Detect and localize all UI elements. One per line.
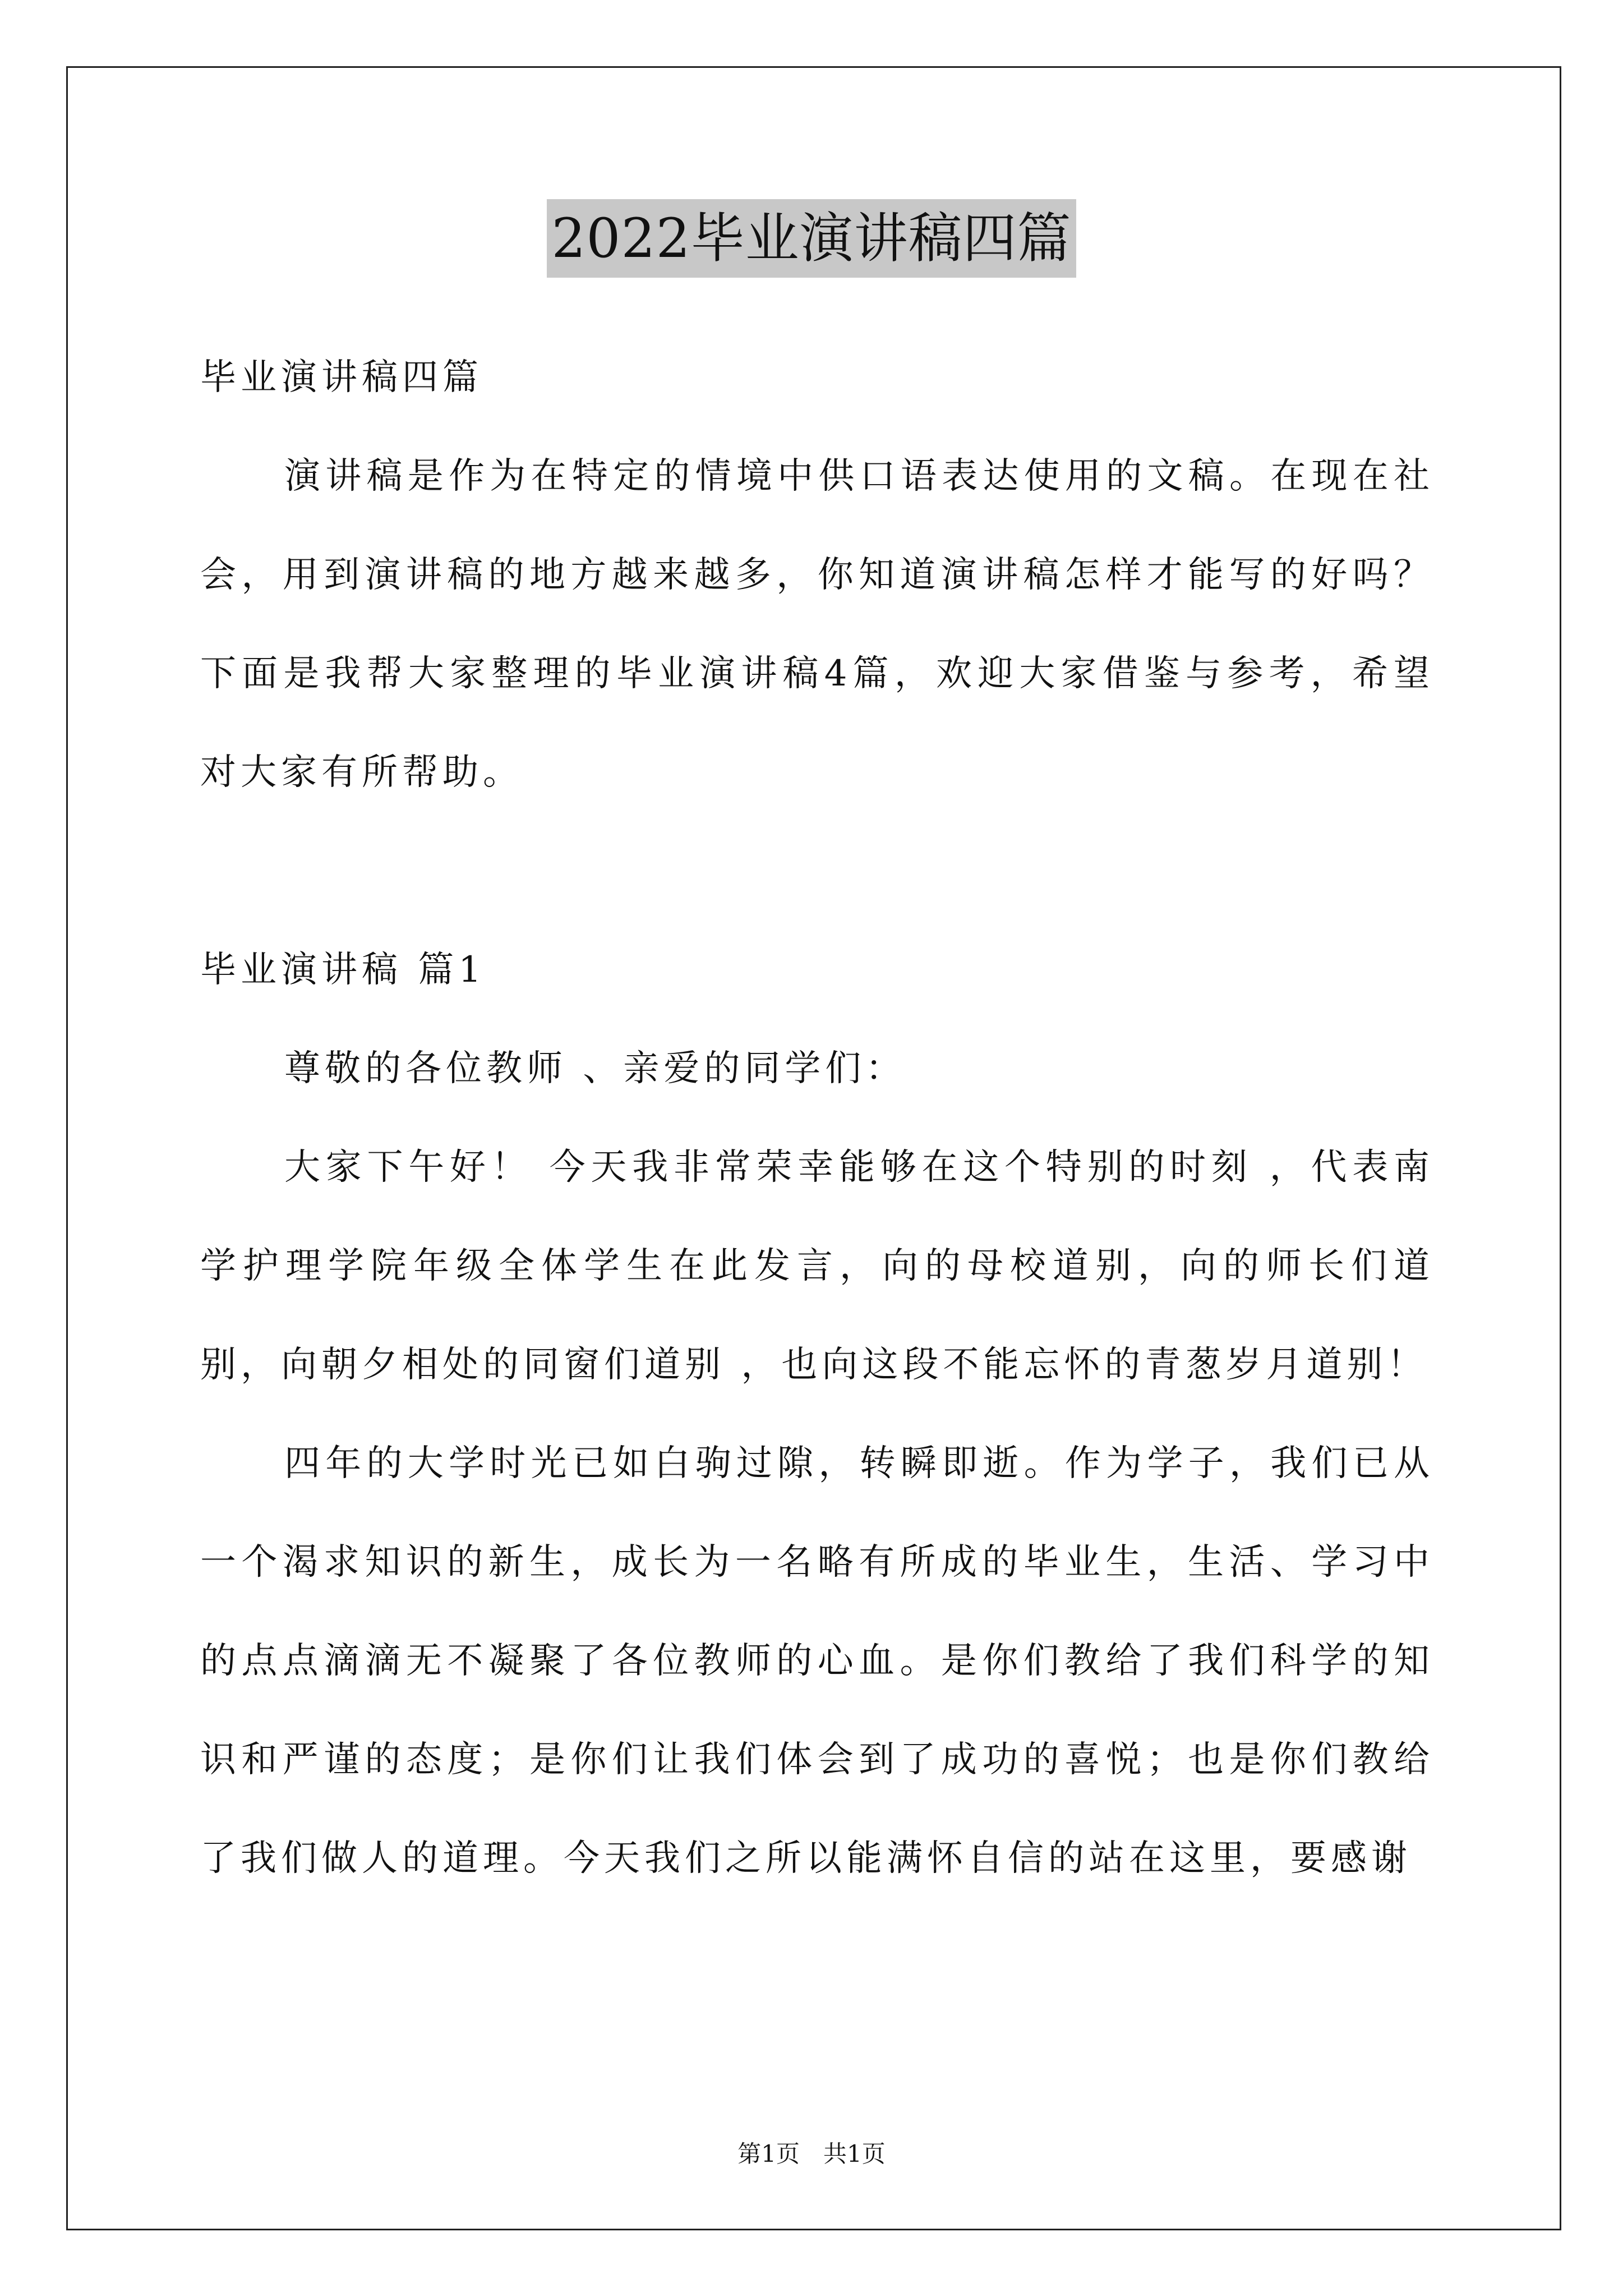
document-body	[200, 328, 1434, 1908]
section-spacer	[200, 822, 1434, 921]
document-title: 2022毕业演讲稿四篇	[547, 199, 1076, 278]
section-heading: 毕业演讲稿 篇1	[200, 949, 486, 991]
title-container	[0, 199, 1623, 278]
page-footer: 第1页 共1页	[737, 2140, 886, 2168]
intro-paragraph: 演讲稿是作为在特定的情境中供口语表达使用的文稿。在现在社会，用到演讲稿的地方越来越多，你知道演讲稿怎样才能写的好吗？下面是我帮大家整理的毕业演讲稿4篇，欢迎大家借鉴与参考，希望对大家有所帮助。	[200, 455, 1434, 793]
body-paragraph-2: 四年的大学时光已如白驹过隙，转瞬即逝。作为学子，我们已从一个渴求知识的新生，成长为一名略有所成的毕业生，生活、学习中的点点滴滴无不凝聚了各位教师的心血。是你们教给了我们科学的知识和严谨的态度；是你们让我们体会到了成功的喜悦；也是你们教给了我们做人的道理。今天我们之所以能满怀自信的站在这里，要感谢	[200, 1443, 1434, 1879]
body-paragraph-1: 大家下午好！ 今天我非常荣幸能够在这个特别的时刻 ，代表南学护理学院年级全体学生在此发言，向的母校道别，向的师长们道别，向朝夕相处的同窗们道别 ，也向这段不能忘怀的青葱岁月道别！	[200, 1147, 1434, 1386]
subtitle: 毕业演讲稿四篇	[200, 357, 483, 398]
greeting-paragraph: 尊敬的各位教师 、亲爱的同学们：	[284, 1048, 906, 1089]
